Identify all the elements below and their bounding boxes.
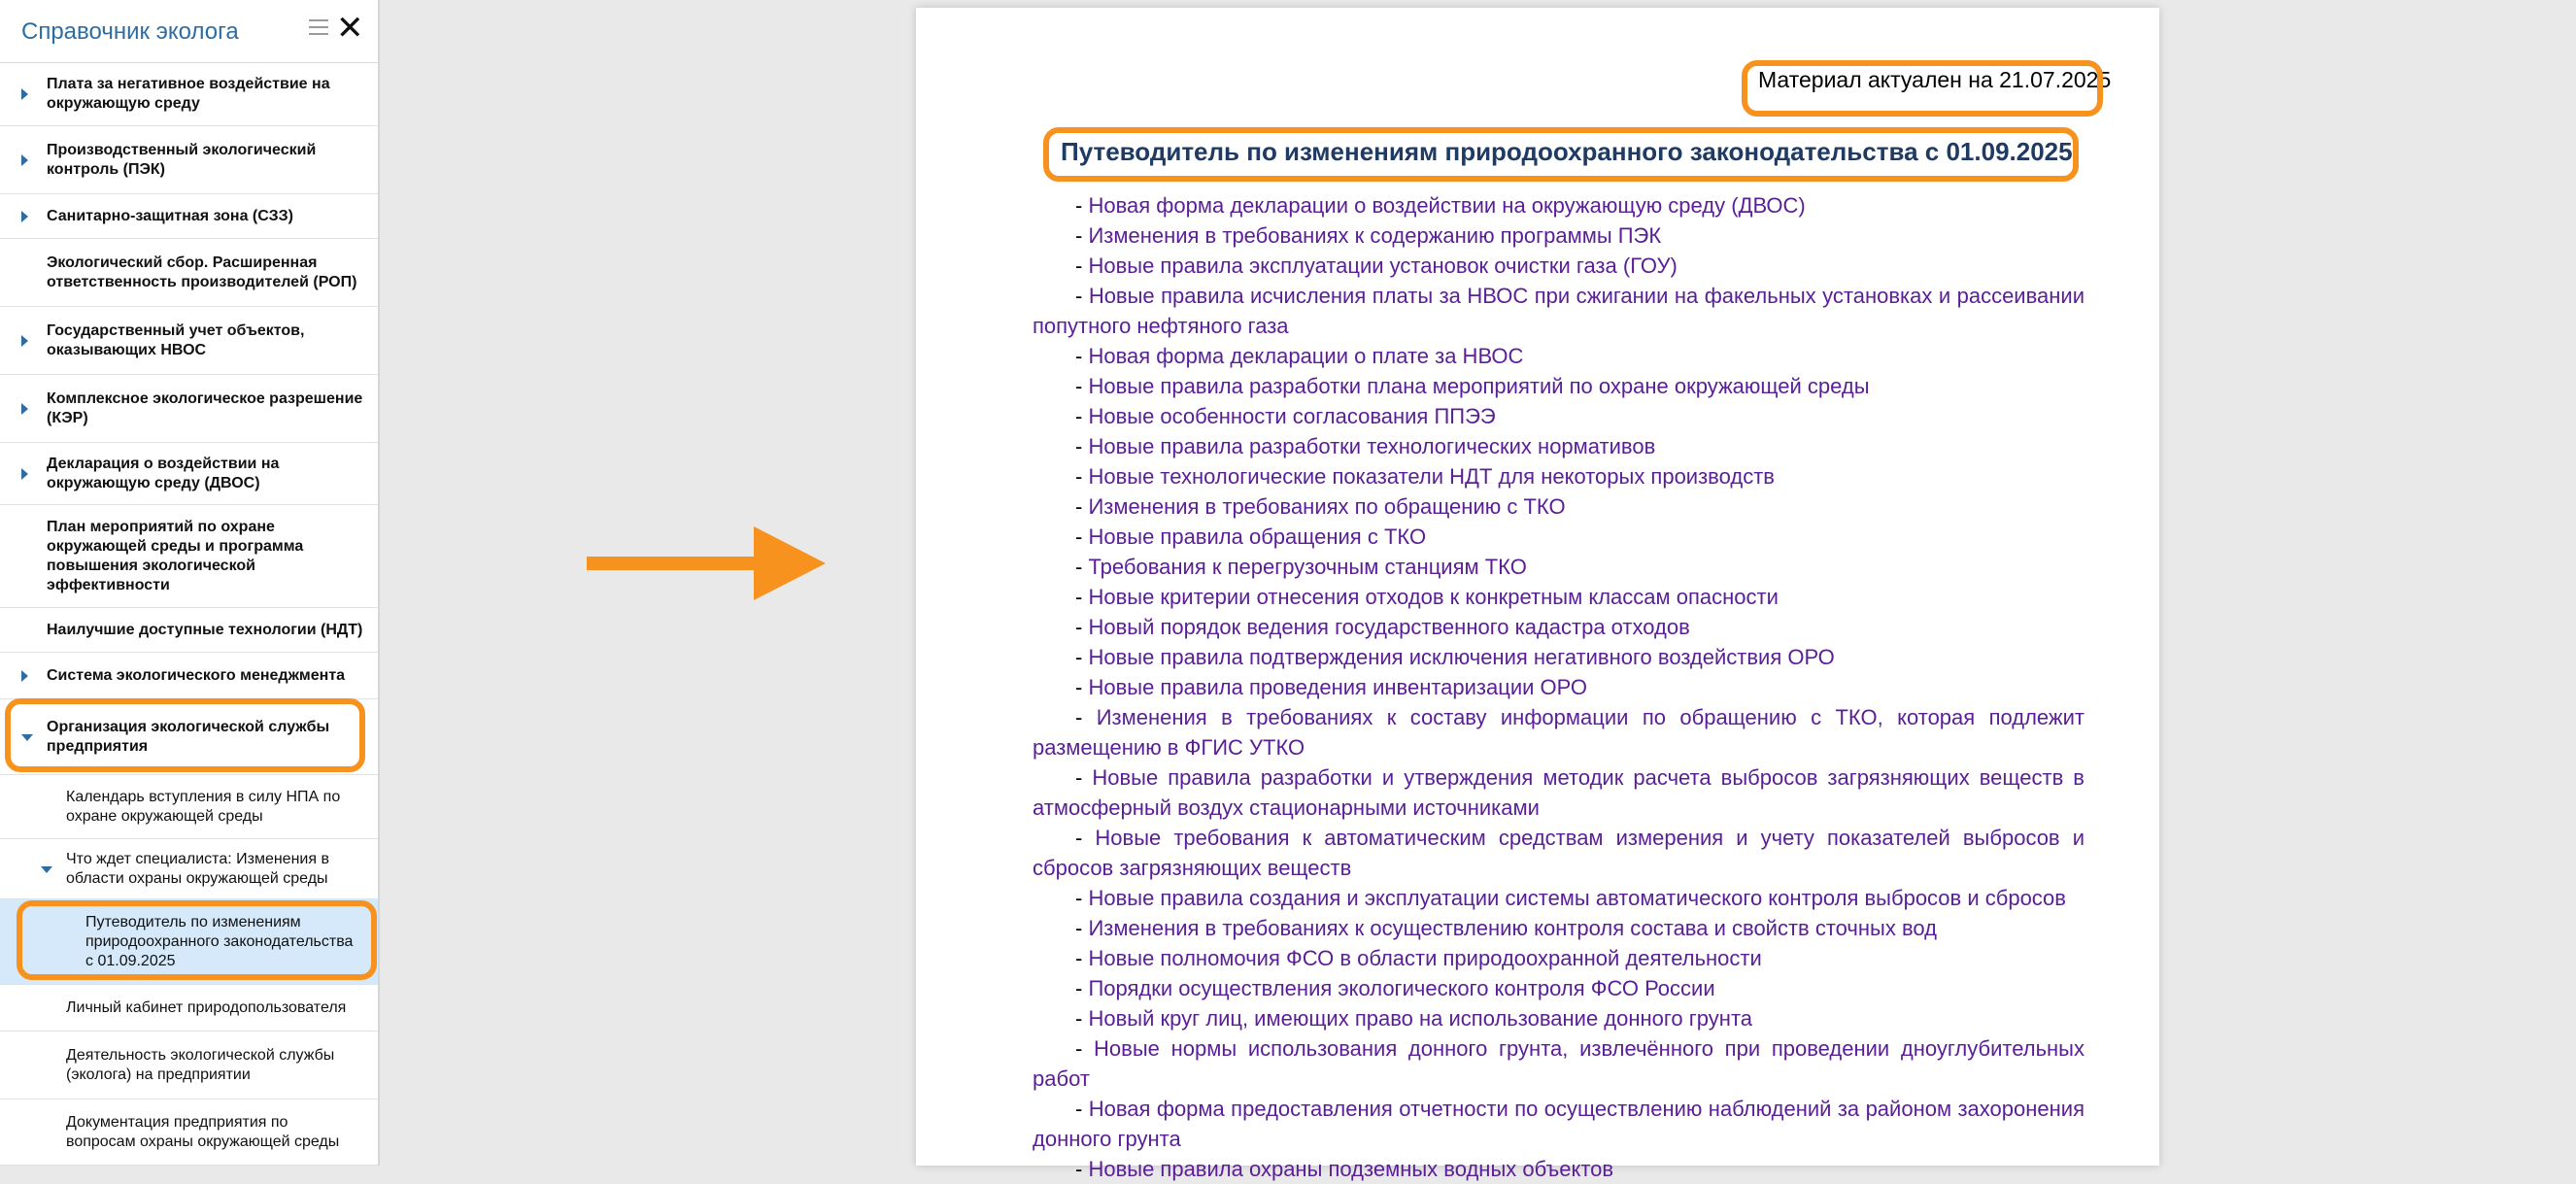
sidebar-item-label: Личный кабинет природопользователя: [66, 998, 347, 1016]
sidebar-item-label: План мероприятий по охране окружающей среды и программа повышения экологической эффективности: [47, 518, 304, 593]
document-link[interactable]: [1033, 431, 2085, 461]
list-dash: -: [1075, 284, 1089, 308]
list-dash: -: [1075, 615, 1089, 639]
document-link[interactable]: [1033, 1033, 2085, 1094]
document-link[interactable]: [1033, 823, 2085, 883]
document-link-label[interactable]: Новые правила проведения инвентаризации ОРО: [1088, 675, 1587, 699]
list-dash: -: [1075, 555, 1089, 579]
list-dash: -: [1075, 434, 1089, 458]
document-link[interactable]: [1033, 943, 2085, 973]
caret-right-icon[interactable]: [21, 335, 28, 347]
document-link-label[interactable]: Новые полномочия ФСО в области природоохранной деятельности: [1088, 946, 1762, 970]
document-link-label[interactable]: Новые технологические показатели НДТ для некоторых производств: [1088, 464, 1775, 489]
sidebar-item[interactable]: [0, 985, 378, 1032]
list-dash: -: [1075, 1097, 1089, 1121]
list-dash: -: [1075, 464, 1089, 489]
document-link[interactable]: [1033, 1003, 2085, 1033]
list-dash: -: [1075, 946, 1089, 970]
list-dash: -: [1075, 675, 1089, 699]
document-link[interactable]: [1033, 642, 2085, 672]
list-dash: -: [1075, 585, 1089, 609]
link-list: [1033, 190, 2085, 1184]
document-link-label[interactable]: Новые правила создания и эксплуатации системы автоматического контроля выбросов и сбросов: [1088, 886, 2066, 910]
arrow-right-icon: [587, 526, 826, 600]
list-dash: -: [1075, 494, 1089, 519]
document-link[interactable]: [1033, 281, 2085, 341]
document-link[interactable]: [1033, 251, 2085, 281]
sidebar-item[interactable]: [0, 653, 378, 699]
sidebar-item[interactable]: [0, 608, 378, 653]
sidebar-item[interactable]: [0, 839, 378, 899]
list-dash: -: [1075, 645, 1089, 669]
document-link[interactable]: [1033, 371, 2085, 401]
document-link-label[interactable]: Порядки осуществления экологического контроля ФСО России: [1088, 976, 1715, 1000]
list-dash: -: [1075, 344, 1089, 368]
document-link-label[interactable]: Новые правила разработки и утверждения методик расчета выбросов загрязняющих веществ в атмосферный воздух стационарными источниками: [1033, 765, 2085, 820]
document-link-label[interactable]: Новая форма декларации о плате за НВОС: [1088, 344, 1524, 368]
document-link-label[interactable]: Новые правила эксплуатации установок очистки газа (ГОУ): [1088, 254, 1678, 278]
sidebar-item[interactable]: [0, 1032, 378, 1099]
caret-right-icon[interactable]: [21, 154, 28, 166]
sidebar-item[interactable]: [0, 505, 378, 608]
document-link[interactable]: [1033, 702, 2085, 762]
sidebar-item-label: Что ждет специалиста: Изменения в области охраны окружающей среды: [66, 850, 329, 887]
document-link-label[interactable]: Новые правила подтверждения исключения негативного воздействия ОРО: [1088, 645, 1835, 669]
document-link-label[interactable]: Новый круг лиц, имеющих право на использование донного грунта: [1088, 1006, 1753, 1031]
document-link-label[interactable]: Новая форма декларации о воздействии на окружающую среду (ДВОС): [1088, 193, 1806, 218]
document-link[interactable]: [1033, 401, 2085, 431]
caret-right-icon[interactable]: [21, 403, 28, 415]
list-dash: -: [1075, 976, 1089, 1000]
sidebar-item-label: Декларация о воздействии на окружающую среду (ДВОС): [47, 455, 280, 491]
list-dash: -: [1075, 705, 1097, 729]
document-link-label[interactable]: Новая форма предоставления отчетности по осуществлению наблюдений за районом захоронения донного грунта: [1033, 1097, 2085, 1151]
list-dash: -: [1075, 223, 1089, 248]
sidebar-item-label: Санитарно-защитная зона (СЗЗ): [47, 207, 293, 224]
sidebar-item-label: Плата за негативное воздействие на окружающую среду: [47, 75, 330, 112]
caret-right-icon[interactable]: [21, 88, 28, 100]
document-link-label[interactable]: Изменения в требованиях к составу информации по обращению с ТКО, которая подлежит размещению в ФГИС УТКО: [1033, 705, 2085, 760]
document-link-label[interactable]: Новый порядок ведения государственного кадастра отходов: [1088, 615, 1690, 639]
sidebar-item[interactable]: [0, 194, 378, 239]
document-link[interactable]: [1033, 672, 2085, 702]
document-link-label[interactable]: Новые правила охраны подземных водных объектов: [1088, 1157, 1614, 1181]
document-link[interactable]: [1033, 190, 2085, 220]
list-dash: -: [1075, 1006, 1089, 1031]
document-link[interactable]: [1033, 220, 2085, 251]
document-link-label[interactable]: Новые правила исчисления платы за НВОС при сжигании на факельных установках и рассеивании попутного нефтяного газа: [1033, 284, 2085, 338]
sidebar-item-label: Документация предприятия по вопросам охраны окружающей среды: [66, 1113, 340, 1150]
sidebar-item[interactable]: [0, 126, 378, 194]
list-dash: -: [1075, 1157, 1089, 1181]
sidebar-item-label: Экологический сбор. Расширенная ответственность производителей (РОП): [47, 254, 357, 290]
document-link[interactable]: [1033, 612, 2085, 642]
document-link[interactable]: [1033, 1094, 2085, 1154]
sidebar-item-label: Государственный учет объектов, оказывающих НВОС: [47, 321, 305, 358]
sidebar-header: [0, 0, 378, 63]
document-link-label[interactable]: Новые правила обращения с ТКО: [1088, 524, 1427, 549]
sidebar-item[interactable]: [0, 775, 378, 839]
list-dash: -: [1075, 193, 1089, 218]
document-link[interactable]: [1033, 582, 2085, 612]
document-link[interactable]: [1033, 1154, 2085, 1184]
sidebar-item[interactable]: [0, 1099, 378, 1166]
sidebar-item-label: Система экологического менеджмента: [47, 666, 346, 684]
sidebar-item[interactable]: [0, 375, 378, 443]
document-link-label[interactable]: Новые правила разработки технологических нормативов: [1088, 434, 1656, 458]
document-link[interactable]: [1033, 883, 2085, 913]
sidebar-item-label: Комплексное экологическое разрешение (КЭР): [47, 389, 363, 426]
caret-right-icon[interactable]: [21, 468, 28, 480]
sidebar-item-label: Наилучшие доступные технологии (НДТ): [47, 621, 363, 638]
list-dash: -: [1075, 1036, 1095, 1061]
list-dash: -: [1075, 826, 1096, 850]
sidebar-item[interactable]: [0, 239, 378, 307]
caret-down-icon[interactable]: [21, 734, 33, 741]
list-dash: -: [1075, 254, 1089, 278]
document-link[interactable]: [1033, 522, 2085, 552]
caret-right-icon[interactable]: [21, 211, 28, 222]
document-link[interactable]: [1033, 552, 2085, 582]
sidebar-item-label: Календарь вступления в силу НПА по охране окружающей среды: [66, 788, 341, 825]
list-dash: -: [1075, 765, 1093, 790]
document-link-label[interactable]: Изменения в требованиях по обращению с ТКО: [1088, 494, 1566, 519]
sidebar-item-label: Путеводитель по изменениям природоохранного законодательства с 01.09.2025: [85, 913, 354, 969]
sidebar-item[interactable]: [0, 307, 378, 375]
sidebar-item[interactable]: [0, 443, 378, 505]
sidebar-title: Справочник эколога: [21, 18, 239, 45]
sidebar-item[interactable]: [0, 62, 378, 126]
sidebar-item[interactable]: [0, 699, 378, 775]
material-date-label: Материал актуален на 21.07.2025: [1758, 67, 2112, 92]
document-link-label[interactable]: Новые требования к автоматическим средствам измерения и учету показателей выбросов и сбросов загрязняющих веществ: [1033, 826, 2085, 880]
document-link[interactable]: [1033, 461, 2085, 491]
document-link[interactable]: [1033, 491, 2085, 522]
document-link-label[interactable]: Новые особенности согласования ППЭЭ: [1088, 404, 1496, 428]
list-dash: -: [1075, 524, 1089, 549]
hamburger-icon[interactable]: [309, 19, 328, 37]
sidebar-item-label: Производственный экологический контроль (ПЭК): [47, 141, 317, 178]
list-dash: -: [1075, 404, 1089, 428]
close-icon[interactable]: ✕: [336, 10, 364, 47]
page-title: Путеводитель по изменениям природоохранного законодательства с 01.09.2025: [1061, 137, 2073, 166]
document-link-label[interactable]: Изменения в требованиях к содержанию программы ПЭК: [1088, 223, 1662, 248]
document-link[interactable]: [1033, 973, 2085, 1003]
list-dash: -: [1075, 916, 1089, 940]
caret-down-icon[interactable]: [41, 866, 52, 873]
document-link[interactable]: [1033, 341, 2085, 371]
document-link-label[interactable]: Изменения в требованиях к осуществлению контроля состава и свойств сточных вод: [1088, 916, 1937, 940]
document-link-label[interactable]: Новые критерии отнесения отходов к конкретным классам опасности: [1088, 585, 1779, 609]
caret-right-icon[interactable]: [21, 670, 28, 682]
sidebar-item-label: Организация экологической службы предприятия: [47, 718, 330, 755]
list-dash: -: [1075, 374, 1089, 398]
sidebar-item-label: Деятельность экологической службы (эколога) на предприятии: [66, 1046, 335, 1083]
sidebar-item[interactable]: [0, 899, 378, 985]
document-link-label[interactable]: Требования к перегрузочным станциям ТКО: [1088, 555, 1527, 579]
document-link-label[interactable]: Новые нормы использования донного грунта, извлечённого при проведении дноуглубительных работ: [1033, 1036, 2085, 1091]
document-link[interactable]: [1033, 762, 2085, 823]
sidebar: [0, 0, 380, 1166]
document-link[interactable]: [1033, 913, 2085, 943]
list-dash: -: [1075, 886, 1089, 910]
document-link-label[interactable]: Новые правила разработки плана мероприятий по охране окружающей среды: [1088, 374, 1870, 398]
